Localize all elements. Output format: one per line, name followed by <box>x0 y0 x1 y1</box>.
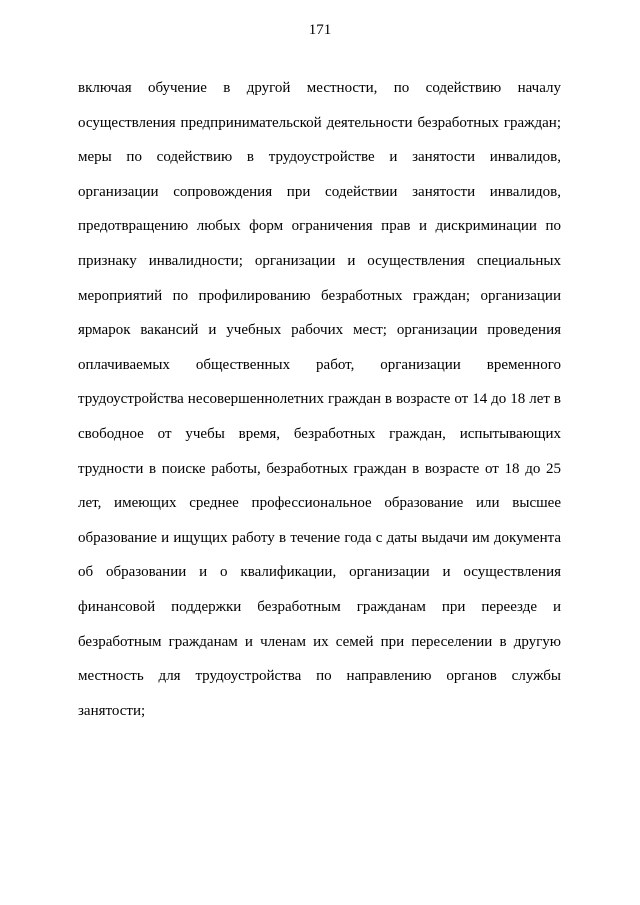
text-line: трудоустройства несовершеннолетних граждан в возрасте от 14 до 18 лет в <box>78 391 561 408</box>
body-paragraph <box>78 77 561 734</box>
text-line: финансовой поддержки безработным гражданам при переезде и <box>78 598 561 615</box>
text-line: лет, имеющих среднее профессиональное образование или высшее <box>78 495 561 512</box>
text-line: осуществления предпринимательской деятельности безработных граждан; <box>78 114 561 131</box>
text-line: оплачиваемых общественных работ, организации временного <box>78 356 561 373</box>
text-line: признаку инвалидности; организации и осуществления специальных <box>78 252 561 269</box>
text-line: образование и ищущих работу в течение года с даты выдачи им документа <box>78 529 561 546</box>
text-line: включая обучение в другой местности, по содействию началу <box>78 80 561 96</box>
text-line: ярмарок вакансий и учебных рабочих мест; организации проведения <box>78 322 561 339</box>
text-line: трудности в поиске работы, безработных граждан в возрасте от 18 до 25 <box>78 460 561 477</box>
text-line: меры по содействию в трудоустройстве и занятости инвалидов, <box>78 149 561 166</box>
text-line: безработным гражданам и членам их семей при переселении в другую <box>78 633 561 650</box>
text-line: об образовании и о квалификации, организации и осуществления <box>78 564 561 581</box>
text-line: организации сопровождения при содействии занятости инвалидов, <box>78 183 561 200</box>
text-line: предотвращению любых форм ограничения прав и дискриминации по <box>78 218 561 235</box>
page-number: 171 <box>308 22 332 38</box>
text-line: занятости; <box>78 702 146 719</box>
text-line: мероприятий по профилированию безработных граждан; организации <box>78 287 561 304</box>
text-line: свободное от учебы время, безработных граждан, испытывающих <box>78 425 561 442</box>
text-line: местность для трудоустройства по направлению органов службы <box>78 668 561 685</box>
